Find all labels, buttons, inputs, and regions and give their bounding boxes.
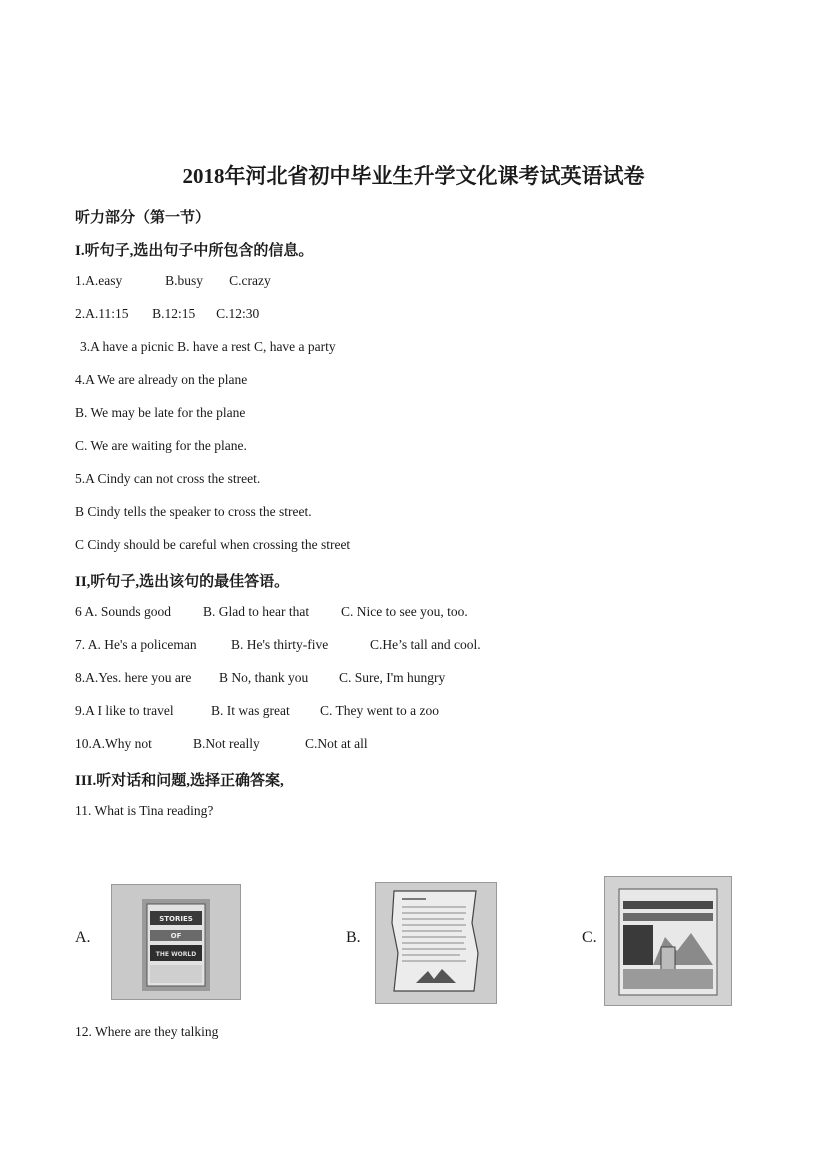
q2-number: 2. (75, 306, 86, 321)
book-cover-illustration (112, 885, 240, 999)
question-7 (75, 637, 481, 653)
section-2-heading: II,听句子,选出该句的最佳答语。 (75, 574, 290, 590)
question-8 (75, 670, 445, 686)
q11-option-b-label: B. (346, 929, 361, 946)
q1-option-b: B.busy (165, 273, 204, 288)
q8-option-b: B No, thank you (219, 670, 309, 685)
question-3: 3.A have a picnic B. have a rest C, have a party (80, 339, 336, 354)
q6-option-a: 6 A. Sounds good (75, 604, 172, 619)
book-cover-image (111, 884, 241, 1000)
q10-option-b: B.Not really (193, 736, 260, 751)
question-2 (75, 306, 259, 322)
q7-option-a: 7. A. He's a policeman (75, 637, 197, 652)
q2-option-b: B.12:15 (152, 306, 196, 321)
q7-option-c: C.He’s tall and cool. (370, 637, 481, 652)
section-3-heading: III.听对话和问题,选择正确答案, (75, 773, 284, 789)
q9-option-c: C. They went to a zoo (320, 703, 439, 718)
book-title-line2: OF (170, 932, 182, 940)
q2-option-a: A.11:15 (85, 306, 129, 321)
q1-option-c: C.crazy (229, 273, 271, 288)
q8-option-c: C. Sure, I'm hungry (339, 670, 446, 685)
poster-image (604, 876, 732, 1006)
q6-option-b: B. Glad to hear that (203, 604, 310, 619)
book-title-line1: STORIES (159, 915, 193, 923)
q7-option-b: B. He's thirty-five (231, 637, 329, 652)
q10-option-c: C.Not at all (305, 736, 368, 751)
question-5-option-b: B Cindy tells the speaker to cross the street. (75, 504, 312, 519)
q8-option-a: 8.A.Yes. here you are (75, 670, 192, 685)
question-4-option-c: C. We are waiting for the plane. (75, 438, 247, 453)
question-1 (75, 273, 271, 289)
q2-option-c: C.12:30 (216, 306, 260, 321)
question-5-option-a: 5.A Cindy can not cross the street. (75, 471, 261, 486)
question-4-option-a: 4.A We are already on the plane (75, 372, 248, 387)
letter-page-image (375, 882, 497, 1004)
question-6 (75, 604, 468, 620)
poster-illustration (605, 877, 731, 1005)
q1-option-a: A.easy (85, 273, 123, 288)
letter-page-illustration (376, 883, 496, 1003)
question-4-option-b: B. We may be late for the plane (75, 405, 246, 420)
question-11: 11. What is Tina reading? (75, 803, 214, 818)
q9-option-a: 9.A I like to travel (75, 703, 174, 718)
question-12: 12. Where are they talking (75, 1024, 219, 1039)
q9-option-b: B. It was great (211, 703, 290, 718)
book-title-line3: THE WORLD (155, 951, 197, 958)
page-title: 2018年河北省初中毕业生升学文化课考试英语试卷 (182, 164, 645, 188)
question-9 (75, 703, 439, 719)
q1-number: 1. (75, 273, 86, 288)
q11-option-a-label: A. (75, 929, 91, 946)
q10-option-a: 10.A.Why not (75, 736, 152, 751)
question-10 (75, 736, 368, 752)
q6-option-c: C. Nice to see you, too. (341, 604, 468, 619)
question-5-option-c: C Cindy should be careful when crossing the street (75, 537, 351, 552)
q11-option-c-label: C. (582, 929, 597, 946)
part-heading: 听力部分（第一节） (75, 210, 211, 226)
section-1-heading: I.听句子,选出句子中所包含的信息。 (75, 243, 314, 259)
